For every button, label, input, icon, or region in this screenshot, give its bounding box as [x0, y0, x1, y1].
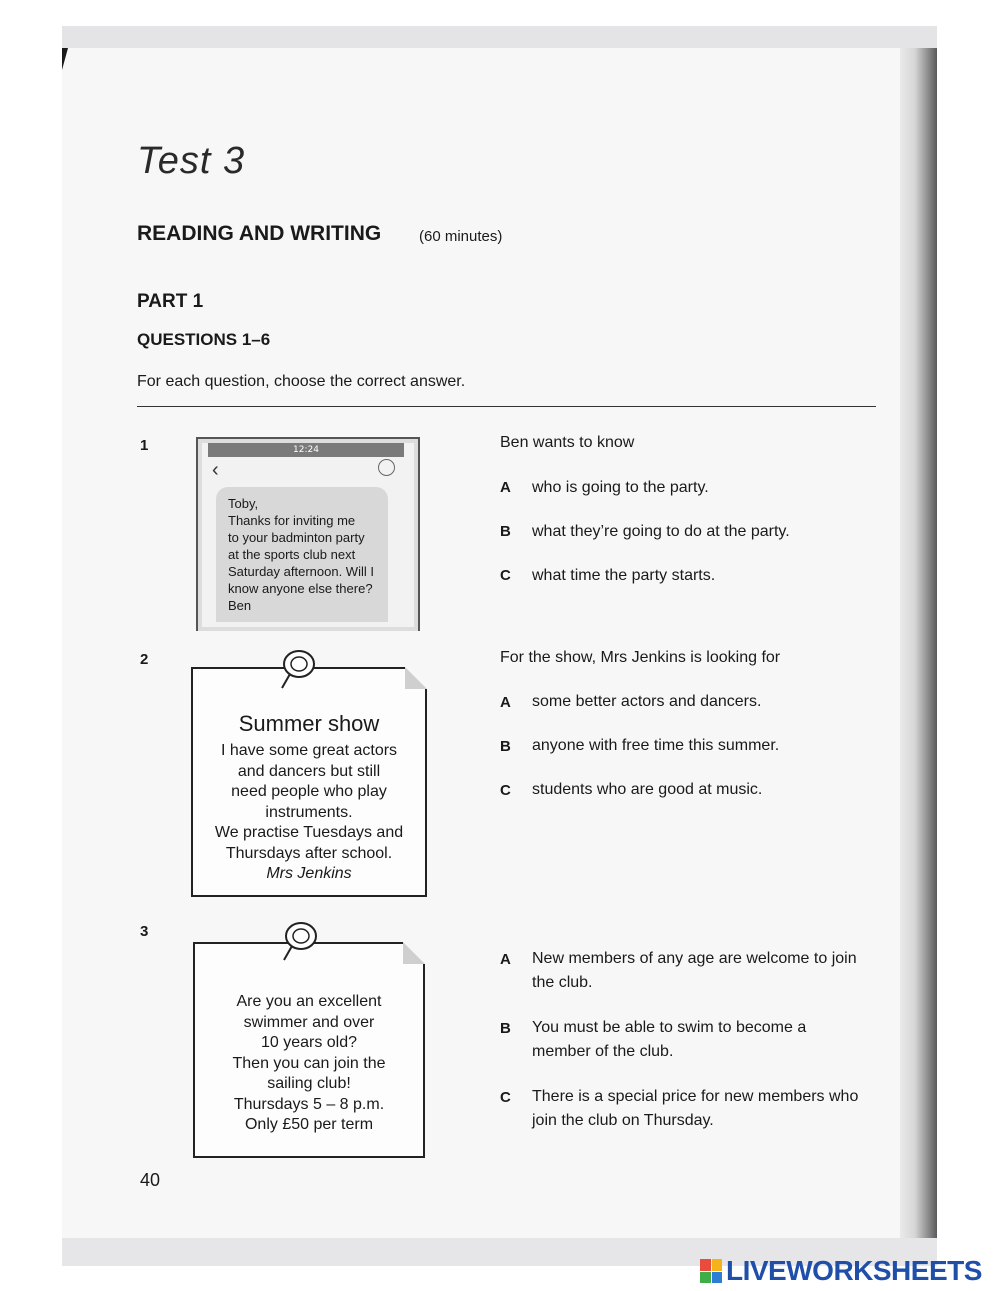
liveworksheets-watermark [700, 1256, 982, 1286]
page-number: 40 [140, 1170, 161, 1190]
notice-body: Are you an excellent swimmer and over 10 years old? Then you can join the sailing club! Thursdays 5 – 8 p.m. Only £50 per term [232, 993, 386, 1133]
notice-sailing-club [193, 942, 425, 1158]
question-number-3: 3 [140, 923, 149, 940]
question-number-1: 1 [140, 437, 149, 454]
q2-option-a-text[interactable]: some better actors and dancers. [532, 693, 762, 710]
q2-option-b-letter[interactable]: B [500, 738, 511, 755]
q2-option-c-letter[interactable]: C [500, 782, 511, 799]
part-title: PART 1 [137, 291, 204, 312]
notice-heading: Summer show [238, 711, 380, 736]
q1-option-b-letter[interactable]: B [500, 523, 511, 540]
divider [137, 406, 876, 407]
question-2-stem: For the show, Mrs Jenkins is looking for [500, 649, 781, 666]
message-text: Toby, Thanks for inviting me to your badminton party at the sports club next Saturday afternoon. Will I know anyone else there? Ben [228, 496, 374, 613]
q1-option-a-letter[interactable]: A [500, 479, 511, 496]
question-number-2: 2 [140, 651, 149, 668]
scan-border-top [62, 26, 937, 48]
q1-option-a-text[interactable]: who is going to the party. [532, 479, 709, 496]
q1-option-c-text[interactable]: what time the party starts. [532, 567, 716, 584]
book-spine [900, 48, 937, 1238]
pushpin-icon [274, 918, 324, 966]
section-title: READING AND WRITING [137, 222, 382, 245]
camera-circle-icon [378, 459, 395, 476]
notice-fold [405, 667, 427, 689]
q3-option-a-text[interactable]: New members of any age are welcome to join the club. [532, 950, 857, 991]
q2-option-c-text[interactable]: students who are good at music. [532, 781, 763, 798]
q3-option-c-letter[interactable]: C [500, 1089, 511, 1106]
page-corner-mark [62, 48, 68, 70]
phone-time: 12:24 [293, 445, 319, 455]
notice-body: I have some great actors and dancers but still need people who play instruments. We practise Tuesdays and Thursdays after school. [214, 742, 404, 862]
phone-message-image [196, 437, 420, 631]
liveworksheets-logo-icon [700, 1259, 722, 1283]
back-arrow-icon: ‹ [212, 459, 219, 481]
section-time: (60 minutes) [419, 228, 503, 245]
q2-option-a-letter[interactable]: A [500, 694, 511, 711]
questions-title: QUESTIONS 1–6 [137, 330, 271, 349]
q3-option-b-text[interactable]: You must be able to swim to become a member of the club. [532, 1019, 807, 1060]
test-title: Test 3 [137, 140, 246, 182]
pushpin-icon [272, 646, 322, 694]
phone-status-bar [208, 443, 404, 457]
q1-option-b-text[interactable]: what they’re going to do at the party. [532, 523, 790, 540]
notice-summer-show [191, 667, 427, 897]
q3-option-b-letter[interactable]: B [500, 1020, 511, 1037]
q2-option-b-text[interactable]: anyone with free time this summer. [532, 737, 780, 754]
q1-option-c-letter[interactable]: C [500, 567, 511, 584]
q3-option-c-text[interactable]: There is a special price for new members who join the club on Thursday. [532, 1088, 859, 1129]
question-1-stem: Ben wants to know [500, 434, 635, 451]
notice-fold [403, 942, 425, 964]
instruction-text: For each question, choose the correct answer. [137, 373, 466, 390]
watermark-text: LIVEWORKSHEETS [726, 1255, 982, 1286]
notice-signature: Mrs Jenkins [266, 865, 352, 882]
q3-option-a-letter[interactable]: A [500, 951, 511, 968]
